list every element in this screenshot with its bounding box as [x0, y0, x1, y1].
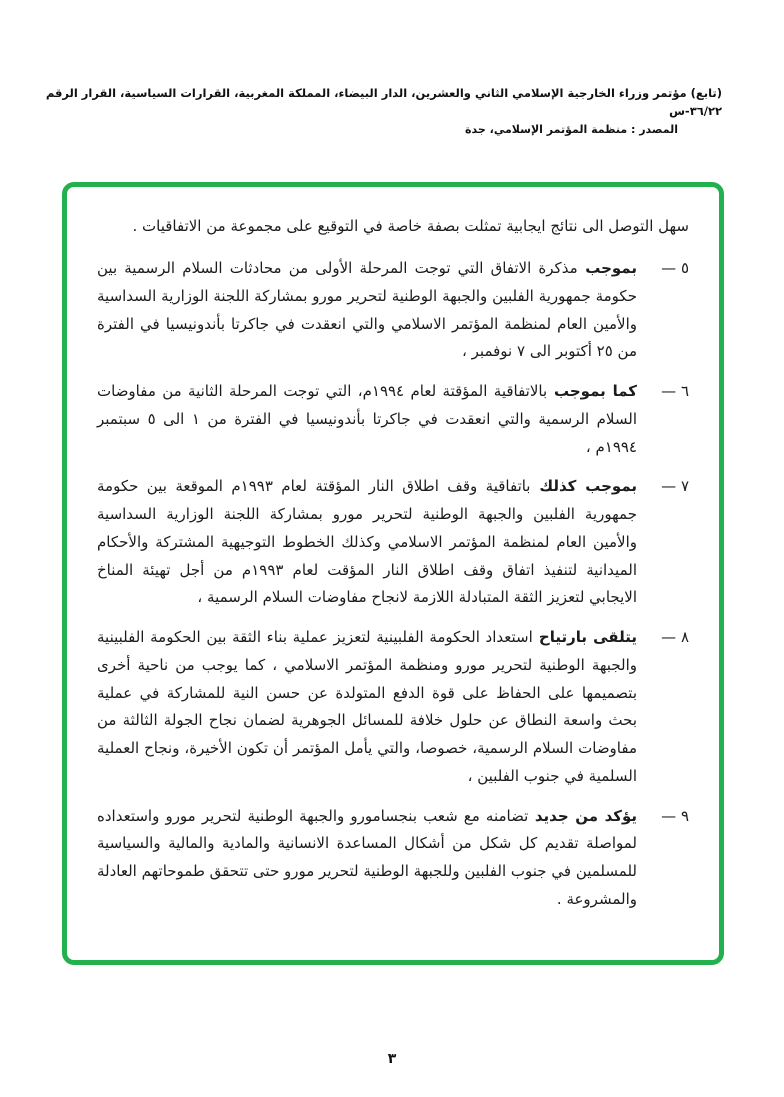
item-number: ٨ —	[661, 628, 689, 647]
item-text	[97, 803, 637, 914]
item-text	[97, 624, 637, 791]
item-number: ٩ —	[661, 806, 689, 825]
item-body-text: باتفاقية وقف اطلاق النار المؤقتة لعام ١٩٩٣م الموقعة بين حكومة جمهورية الفلبين والجبهة الوطنية لتحرير مورو بمشاركة اللجنة الوزارية السداسية والأمين العام لمنظمة المؤتمر الاسلامي وكذلك الخطوط التوجيهية المشتركة والأحكام الميدانية لتنفيذ اتفاق وقف اطلاق النار المؤقت لعام ١٩٩٣م من أجل تهيئة المناخ الايجابي لتعزيز الثقة المتبادلة اللازمة لانجاح مفاوضات السلام الرسمية ،	[97, 477, 637, 607]
item-body-text: بالاتفاقية المؤقتة لعام ١٩٩٤م، التي توجت المرحلة الثانية من مفاوضات السلام الرسمية والتي انعقدت في جاكرتا بأندونيسيا في الفترة من ١ الى ٥ سبتمبر ١٩٩٤م ،	[97, 382, 637, 456]
item-number: ٧ —	[661, 477, 689, 496]
resolution-item	[97, 473, 689, 612]
resolution-item	[97, 255, 689, 366]
item-lead: يؤكد من جديد	[528, 806, 637, 825]
item-number: ٥ —	[661, 259, 689, 278]
header-source-line: المصدر : منظمة المؤتمر الإسلامي، جدة	[465, 122, 678, 136]
item-lead: يتلقى بارتياح	[532, 628, 637, 647]
document-frame	[62, 182, 724, 964]
resolution-item	[97, 803, 689, 914]
document-header	[0, 0, 784, 138]
item-text	[97, 473, 637, 612]
page-number: ٣	[387, 1051, 397, 1067]
item-lead: كما بموجب	[547, 382, 638, 401]
item-lead: بموجب كذلك	[530, 477, 638, 496]
item-body-text: استعداد الحكومة الفلبينية لتعزيز عملية بناء الثقة بين الحكومة الفلبينية والجبهة الوطنية لتحرير مورو ومنظمة المؤتمر الاسلامي ، كما يوجب من ناحية أخرى بتصميمها على الحفاظ على قوة الدفع المتولدة عن حسن النية للمشاركة في عملية بحث واسعة النطاق عن حلول خلافة للمسائل الجوهرية لضمان نجاح الجولة الثالثة من مفاوضات السلام الرسمية، خصوصا، والتي يأمل المؤتمر أن تكون الأخيرة، ونجاح العملية السلمية في جنوب الفلبين ،	[97, 628, 637, 785]
intro-paragraph: سهل التوصل الى نتائج ايجابية تمثلت بصفة خاصة في التوقيع على مجموعة من الاتفاقيات .	[132, 217, 689, 236]
resolution-item	[97, 378, 689, 461]
item-text	[97, 378, 637, 461]
item-lead: بموجب	[577, 259, 637, 278]
resolution-item	[97, 624, 689, 791]
item-number: ٦ —	[661, 382, 689, 401]
item-body-text: تضامنه مع شعب بنجسامورو والجبهة الوطنية لتحرير مورو واستعداده لمواصلة تقديم كل شكل من أشكال المساعدة الانسانية والمادية والمالية والسياسية للمسلمين في جنوب الفلبين وللجبهة الوطنية لتحرير مورو حتى تتحقق طموحاتهم العادلة والمشروعة .	[97, 806, 637, 908]
item-text	[97, 255, 637, 366]
header-title-line: (تابع) مؤتمر وزراء الخارجية الإسلامي الثاني والعشرين، الدار البيضاء، المملكة المغربية، القرارات السياسية، القرار الرقم ٣٦/٢٢-س	[45, 86, 722, 119]
item-body-text: مذكرة الاتفاق التي توجت المرحلة الأولى من محادثات السلام الرسمية بين حكومة جمهورية الفلبين والجبهة الوطنية لتحرير مورو بمشاركة اللجنة الوزارية السداسية والأمين العام لمنظمة المؤتمر الاسلامي والتي انعقدت في جاكرتا بأندونيسيا في الفترة من ٢٥ أكتوبر الى ٧ نوفمبر ،	[97, 259, 637, 361]
